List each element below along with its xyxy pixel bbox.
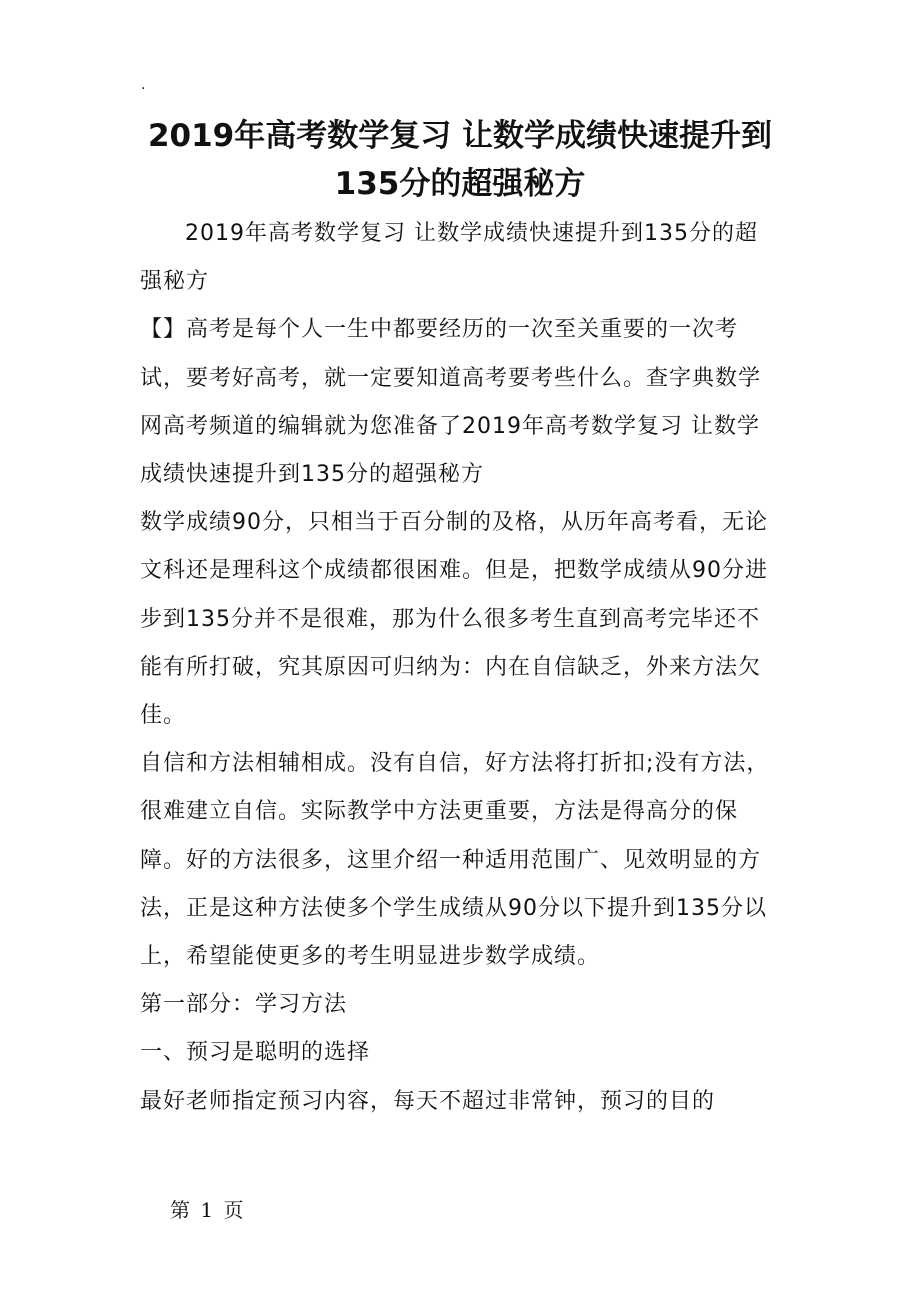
paragraph-method: 自信和方法相辅相成。没有自信，好方法将打折扣;没有方法，很难建立自信。实际教学中方法更重要，方法是得高分的保障。好的方法很多，这里介绍一种适用范围广、见效明显的方法，正是这种方法使多个学生成绩从90分以下提升到135分以上，希望能使更多的考生明显进步数学成绩。 <box>140 751 770 970</box>
document-title <box>120 112 800 208</box>
subsection-heading: 一、预习是聪明的选择 <box>140 1040 371 1066</box>
paragraph-score: 数学成绩90分，只相当于百分制的及格，从历年高考看，无论文科还是理科这个成绩都很困难。但是，把数学成绩从90分进步到135分并不是很难，那为什么很多考生直到高考完毕还不能有所打破，究其原因可归纳为：内在自信缺乏，外来方法欠佳。 <box>140 510 768 729</box>
paragraph-preview: 最好老师指定预习内容，每天不超过非常钟，预习的目的 <box>140 1088 716 1114</box>
section-heading: 第一部分：学习方法 <box>140 992 348 1018</box>
paragraph-intro: 【】高考是每个人一生中都要经历的一次至关重要的一次考试，要考好高考，就一定要知道高考要考些什么。查字典数学网高考频道的编辑就为您准备了2019年高考数学复习 让数学成绩快速提升到135分的超强秘方 <box>140 317 762 488</box>
title-line-2: 135分的超强秘方 <box>334 166 586 202</box>
paragraph-subtitle: 2019年高考数学复习 让数学成绩快速提升到135分的超强秘方 <box>140 221 758 295</box>
page-number: 第 1 页 <box>170 1198 246 1222</box>
document-body <box>140 210 780 1126</box>
title-line-1: 2019年高考数学复习 让数学成绩快速提升到 <box>147 118 773 154</box>
corner-mark: . <box>141 77 146 93</box>
